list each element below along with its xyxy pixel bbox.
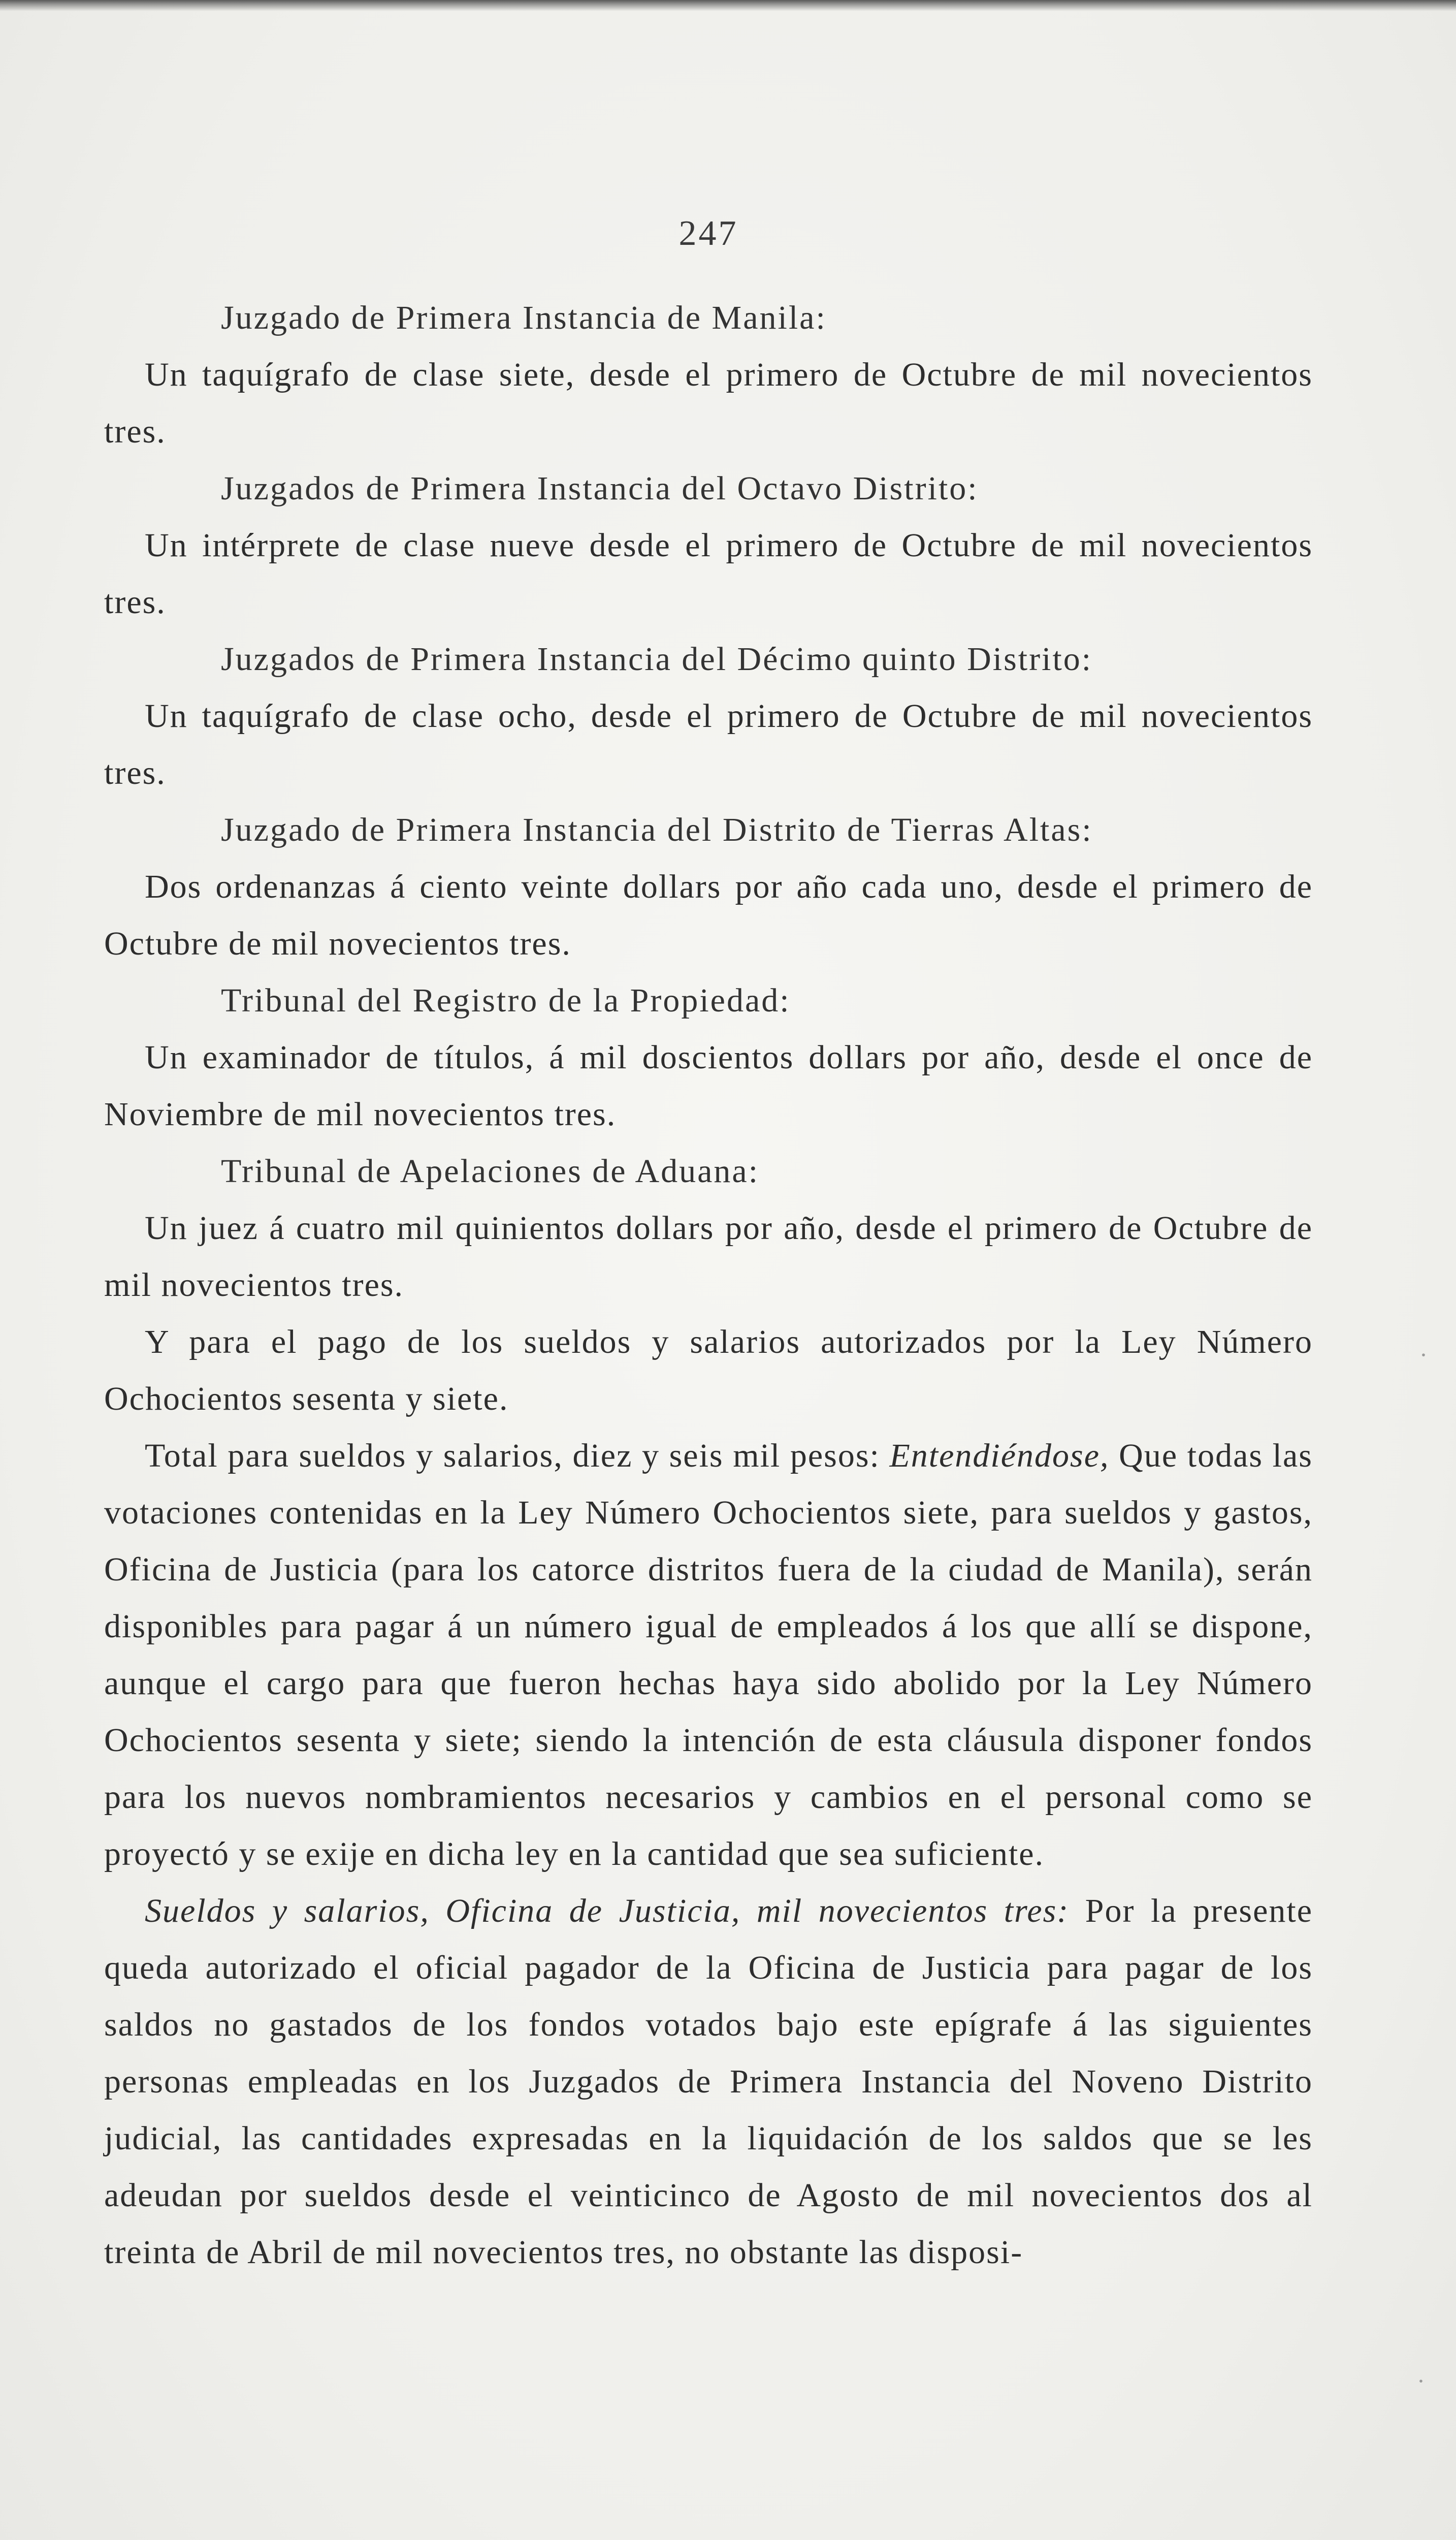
page-number: 247 [678, 214, 738, 253]
scan-top-edge [0, 0, 1456, 11]
final-rest: Por la presente queda autorizado el oficial pagador de la Oficina de Justicia para pagar de los saldos no gastados de los fondos votados bajo este epígrafe á las siguientes personas empleadas en los Juzgados de Primera Instancia del Noveno Distrito judicial, las cantidades expresadas en la liquidación de los saldos que se les adeudan por sueldos desde el veinticinco de Agosto de mil novecientos dos al treinta de Abril de mil novecientos tres, no obstante las disposi- [104, 1892, 1313, 2271]
section-heading: Tribunal del Registro de la Propiedad: [221, 982, 791, 1019]
section-heading: Tribunal de Apelaciones de Aduana: [221, 1153, 760, 1190]
final-italic: Sueldos y salarios, Oficina de Justicia, mil novecientos tres: [145, 1892, 1070, 1929]
total-rest: Que todas las votaciones contenidas en la Ley Número Ochocientos siete, para sueldos y gastos, Oficina de Justicia (para los catorce distritos fuera de la ciudad de Manila), serán disponibles para pagar á un número igual de empleados á los que allí se dispone, aunque el cargo para que fueron hechas haya sido abolido por la Ley Número Ochocientos sesenta y siete; siendo la intención de esta cláusula disponer fondos para los nuevos nombramientos necesarios y cambios en el personal como se proyectó y se exije en dicha ley en la cantidad que sea suficiente. [104, 1437, 1313, 1872]
total-paragraph [104, 1427, 1313, 1883]
body-paragraph: Un intérprete de clase nueve desde el primero de Octubre de mil novecientos tres. [104, 527, 1313, 621]
body-paragraph: Un examinador de títulos, á mil doscientos dollars por año, desde el once de Noviembre de mil novecientos tres. [104, 1039, 1313, 1133]
section-heading: Juzgados de Primera Instancia del Décimo quinto Distrito: [221, 641, 1093, 678]
section-heading: Juzgados de Primera Instancia del Octavo Distrito: [221, 470, 979, 507]
total-italic: Entendiéndose, [889, 1437, 1110, 1474]
body-paragraph: Un taquígrafo de clase siete, desde el primero de Octubre de mil novecientos tres. [104, 356, 1313, 450]
section-heading: Juzgado de Primera Instancia del Distrito de Tierras Altas: [221, 811, 1093, 848]
section-heading: Juzgado de Primera Instancia de Manila: [221, 299, 827, 336]
total-lead: Total para sueldos y salarios, diez y seis mil pesos: [145, 1437, 890, 1474]
body-paragraph: Un taquígrafo de clase ocho, desde el primero de Octubre de mil novecientos tres. [104, 697, 1313, 791]
body-paragraph: Y para el pago de los sueldos y salarios autorizados por la Ley Número Ochocientos sesenta y siete. [104, 1323, 1313, 1417]
margin-speck: · [1419, 1342, 1428, 1369]
final-paragraph [104, 1883, 1313, 2281]
margin-speck: · [1417, 2368, 1425, 2395]
body-paragraph: Un juez á cuatro mil quinientos dollars por año, desde el primero de Octubre de mil novecientos tres. [104, 1210, 1313, 1304]
text-blocks [104, 290, 1313, 1427]
page-content [104, 213, 1313, 2281]
body-paragraph: Dos ordenanzas á ciento veinte dollars por año cada uno, desde el primero de Octubre de mil novecientos tres. [104, 868, 1313, 962]
